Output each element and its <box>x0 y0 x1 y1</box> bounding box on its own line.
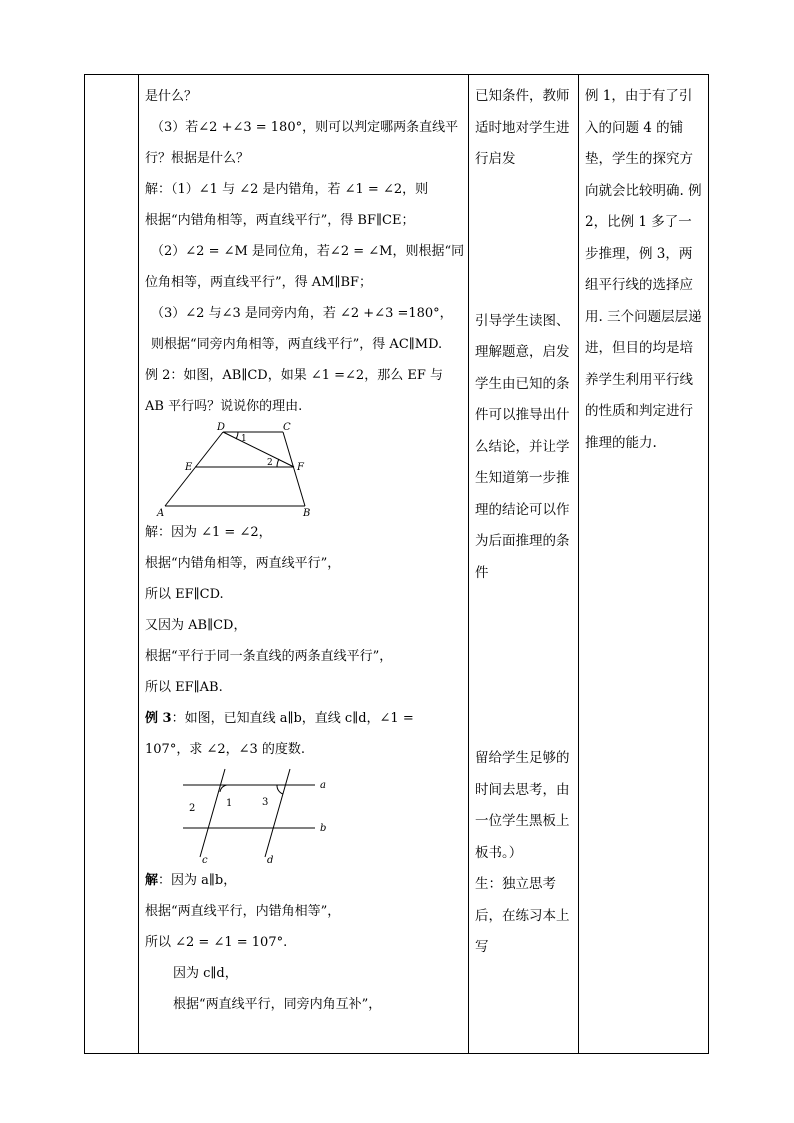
text-line: 例 2：如图，AB∥CD，如果 ∠1 =∠2，那么 EF 与 <box>145 368 443 383</box>
text-line: （2）∠2 = ∠M 是同位角，若∠2 = ∠M，则根据“同 <box>151 244 465 259</box>
text-line: AB 平行吗？说说你的理由. <box>145 399 303 414</box>
line-a-label: a <box>320 780 326 791</box>
line-c-label: c <box>202 855 208 865</box>
text-line: 107°，求 ∠2，∠3 的度数. <box>145 742 306 757</box>
text-line: （3）∠2 与∠3 是同旁内角，若 ∠2 +∠3 =180°， <box>151 306 453 321</box>
activity-note: 留给学生足够的时间去思考，由一位学生黑板上板书。） <box>475 750 570 861</box>
trapezoid-figure <box>153 422 323 517</box>
text-line: 根据“两直线平行，内错角相等”， <box>145 904 341 919</box>
point-c-label: C <box>283 422 291 433</box>
text-line: 根据“内错角相等，两直线平行”， <box>145 556 341 571</box>
activity-note: 已知条件，教师适时地对学生进行启发 <box>475 88 570 167</box>
solution-label: 解 <box>145 873 159 888</box>
text-line: 根据“平行于同一条直线的两条直线平行”， <box>145 649 393 664</box>
example-3-label: 例 3 <box>145 711 172 726</box>
point-b-label: B <box>303 508 311 517</box>
column-divider <box>578 75 579 1053</box>
activity-note: 引导学生读图、理解题意，启发学生由已知的条件可以推导出什么结论，并让学生知道第一步推理的结论可以作为后面推理的条件 <box>475 312 570 581</box>
text-line: 则根据“同旁内角相等，两直线平行”，得 AC∥MD. <box>151 337 443 352</box>
line-b-label: b <box>320 823 327 834</box>
teacher-activity-column <box>475 81 575 964</box>
text-line: 根据“两直线平行，同旁内角互补”， <box>173 997 382 1012</box>
text-line: 根据“内错角相等，两直线平行”，得 BF∥CE； <box>145 213 415 228</box>
text-line: 所以 EF∥CD. <box>145 587 224 602</box>
text-line: 解：因为 ∠1 = ∠2， <box>145 525 272 540</box>
text-line <box>145 703 465 734</box>
text-line: 所以 EF∥AB. <box>145 680 223 695</box>
text-line: 又因为 AB∥CD， <box>145 618 247 633</box>
activity-note: 生：独立思考后，在练习本上写 <box>475 876 570 955</box>
point-d-label: D <box>217 422 226 433</box>
design-intent-column <box>585 81 703 459</box>
text-line: 位角相等，两直线平行”，得 AM∥BF； <box>145 275 373 290</box>
point-e-label: E <box>185 462 193 473</box>
text-line <box>145 865 465 896</box>
solution-text: ：因为 a∥b， <box>158 873 237 888</box>
angle-1-label: 1 <box>241 434 247 444</box>
point-a-label: A <box>157 508 165 517</box>
text-line: 是什么？ <box>145 89 198 104</box>
column-divider <box>468 75 469 1053</box>
column-divider <box>138 75 139 1053</box>
text-line: 行？根据是什么？ <box>145 151 250 166</box>
angle-2-label: 2 <box>267 458 273 468</box>
example-3-text: ：如图，已知直线 a∥b，直线 c∥d，∠1 = <box>171 711 414 726</box>
line-d-label: d <box>267 855 274 865</box>
angle-3-label: 3 <box>262 797 269 808</box>
parallel-lines-figure <box>175 765 355 865</box>
angle-2-label: 2 <box>189 803 196 814</box>
text-line: （3）若∠2 +∠3 = 180°，则可以判定哪两条直线平 <box>151 120 459 135</box>
design-intent-text: 例 1，由于有了引入的问题 4 的铺垫，学生的探究方向就会比较明确. 例 2，比例 1 多了一步推理，例 3，两组平行线的选择应用. 三个问题层层递进，但目的均是培养学生利用平行线的性质和判定进行推理的能力. <box>585 88 702 451</box>
teaching-content-column <box>145 81 465 1020</box>
angle-1-label: 1 <box>226 798 233 809</box>
point-f-label: F <box>297 462 304 473</box>
text-line: 所以 ∠2 = ∠1 = 107°. <box>145 935 288 950</box>
text-line: 解：（1）∠1 与 ∠2 是内错角，若 ∠1 = ∠2，则 <box>145 182 429 197</box>
text-line: 因为 c∥d， <box>173 966 238 981</box>
lesson-table <box>84 74 709 1054</box>
